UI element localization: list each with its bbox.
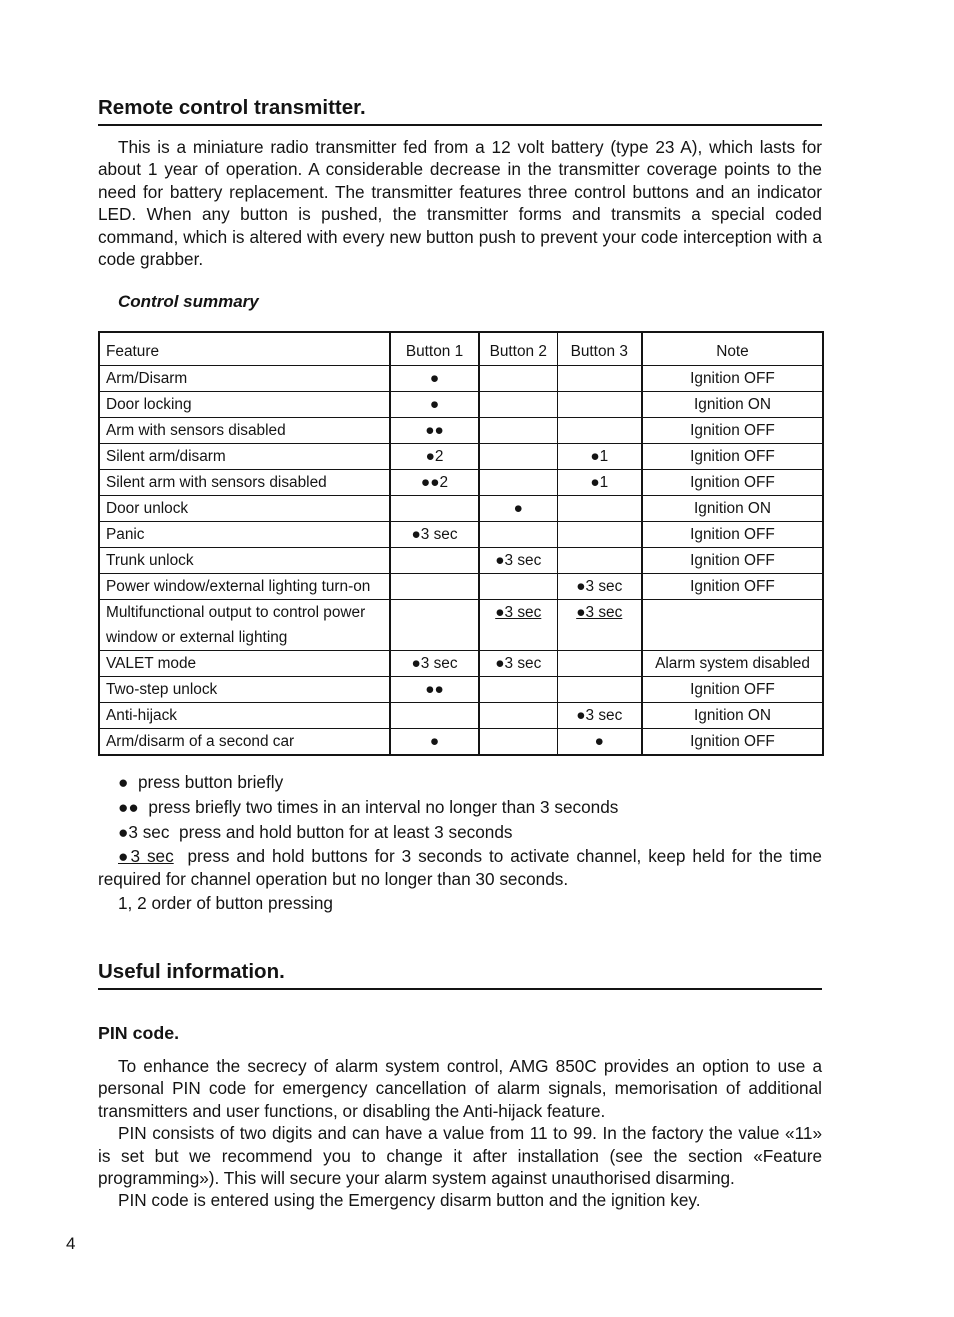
cell-note: Ignition ON <box>642 703 823 729</box>
intro-text <box>98 136 822 270</box>
cell-button-1: ●2 <box>390 444 479 470</box>
pin-code-text <box>98 1055 822 1212</box>
table-row <box>99 703 823 729</box>
cell-button-3: ●3 sec <box>557 574 642 600</box>
cell-note: Ignition OFF <box>642 574 823 600</box>
cell-button-2 <box>479 418 557 444</box>
cell-button-2 <box>479 703 557 729</box>
cell-button-1 <box>390 574 479 600</box>
cell-button-2 <box>479 677 557 703</box>
table-row <box>99 600 823 651</box>
header-note: Note <box>642 332 823 366</box>
legend-symbol: ●3 sec <box>118 822 170 842</box>
pin-paragraph-2: PIN consists of two digits and can have a value from 11 to 99. In the factory the value «11» is set but we recommend you to change it after installation (see the section «Feature programming»). This will secure your alarm system against unauthorised disarming. <box>98 1123 822 1189</box>
cell-feature: Door unlock <box>99 496 390 522</box>
cell-button-3: ●3 sec <box>557 600 642 651</box>
legend-symbol: ● <box>118 772 129 792</box>
cell-button-2 <box>479 522 557 548</box>
cell-button-3 <box>557 548 642 574</box>
cell-note: Ignition OFF <box>642 548 823 574</box>
pin-code-heading: PIN code. <box>98 1023 180 1043</box>
cell-button-2 <box>479 444 557 470</box>
cell-button-3 <box>557 651 642 677</box>
cell-button-3: ●1 <box>557 470 642 496</box>
cell-button-2 <box>479 574 557 600</box>
cell-feature: Arm/disarm of a second car <box>99 729 390 756</box>
cell-button-2 <box>479 729 557 756</box>
table-row <box>99 444 823 470</box>
cell-button-2 <box>479 392 557 418</box>
table-row <box>99 392 823 418</box>
header-feature: Feature <box>99 332 390 366</box>
cell-feature: Anti-hijack <box>99 703 390 729</box>
legend-item <box>98 845 822 891</box>
cell-note: Ignition OFF <box>642 470 823 496</box>
section-heading-remote-control: Remote control transmitter. <box>98 96 822 126</box>
cell-note: Ignition OFF <box>642 522 823 548</box>
cell-note: Ignition ON <box>642 496 823 522</box>
cell-button-1: ●●2 <box>390 470 479 496</box>
cell-button-2 <box>479 366 557 392</box>
cell-button-1: ●3 sec <box>390 522 479 548</box>
cell-button-3 <box>557 366 642 392</box>
cell-feature: Multifunctional output to control power window or external lighting <box>99 600 390 651</box>
cell-note: Ignition OFF <box>642 729 823 756</box>
cell-feature: Silent arm/disarm <box>99 444 390 470</box>
cell-button-1: ● <box>390 392 479 418</box>
cell-button-3 <box>557 677 642 703</box>
cell-note: Ignition OFF <box>642 444 823 470</box>
control-summary-label: Control summary <box>118 292 259 311</box>
cell-feature: Arm/Disarm <box>99 366 390 392</box>
table-row <box>99 729 823 756</box>
control-summary-table <box>98 331 824 756</box>
cell-button-1: ● <box>390 366 479 392</box>
legend-text: press button briefly <box>137 772 284 792</box>
cell-button-1: ●3 sec <box>390 651 479 677</box>
legend-text: press and hold buttons for 3 seconds to activate channel, keep held for the time required for channel operation but no longer than 30 seconds. <box>98 846 822 889</box>
cell-button-2: ●3 sec <box>479 651 557 677</box>
legend-text: press and hold button for at least 3 seconds <box>179 822 513 842</box>
legend-symbol: ●3 sec <box>118 846 174 866</box>
cell-button-1: ●● <box>390 418 479 444</box>
table-row <box>99 651 823 677</box>
cell-note <box>642 600 823 651</box>
cell-note: Alarm system disabled <box>642 651 823 677</box>
cell-feature: VALET mode <box>99 651 390 677</box>
cell-button-1 <box>390 496 479 522</box>
cell-feature: Power window/external lighting turn-on <box>99 574 390 600</box>
header-button-2: Button 2 <box>479 332 557 366</box>
legend-item <box>98 820 822 845</box>
cell-feature: Trunk unlock <box>99 548 390 574</box>
cell-button-1: ● <box>390 729 479 756</box>
legend-item <box>98 795 822 820</box>
header-button-3: Button 3 <box>557 332 642 366</box>
cell-button-1 <box>390 703 479 729</box>
table-row <box>99 548 823 574</box>
table-row <box>99 496 823 522</box>
header-button-1: Button 1 <box>390 332 479 366</box>
table-row <box>99 366 823 392</box>
legend-symbol: ●● <box>118 797 139 817</box>
cell-feature: Panic <box>99 522 390 548</box>
cell-button-1 <box>390 600 479 651</box>
cell-note: Ignition ON <box>642 392 823 418</box>
table-row <box>99 574 823 600</box>
cell-button-3: ●1 <box>557 444 642 470</box>
cell-feature: Silent arm with sensors disabled <box>99 470 390 496</box>
cell-button-3 <box>557 418 642 444</box>
legend-text: press briefly two times in an interval no longer than 3 seconds <box>148 797 619 817</box>
page-number: 4 <box>66 1234 76 1253</box>
cell-button-2 <box>479 470 557 496</box>
legend-item <box>98 770 822 795</box>
intro-paragraph: This is a miniature radio transmitter fed from a 12 volt battery (type 23 A), which lasts for about 1 year of operation. A considerable decrease in the transmitter coverage points to the need for battery replacement. The transmitter features three control buttons and an indicator LED. When any button is pushed, the transmitter forms and transmits a special coded command, which is altered with every new button push to prevent your code interception with a code grabber. <box>98 137 822 270</box>
table-row <box>99 677 823 703</box>
pin-paragraph-1: To enhance the secrecy of alarm system control, AMG 850C provides an option to use a personal PIN code for emergency cancellation of alarm signals, memorisation of additional transmitters and user functions, or disabling the Anti-hijack feature. <box>98 1056 822 1121</box>
cell-note: Ignition OFF <box>642 418 823 444</box>
legend-item: 1, 2 order of button pressing <box>118 893 333 913</box>
cell-button-2: ●3 sec <box>479 600 557 651</box>
cell-button-3: ● <box>557 729 642 756</box>
legend <box>98 770 822 916</box>
table-row <box>99 470 823 496</box>
cell-button-1: ●● <box>390 677 479 703</box>
table-row <box>99 522 823 548</box>
table-header-row <box>99 332 823 366</box>
cell-button-2: ●3 sec <box>479 548 557 574</box>
cell-button-3 <box>557 522 642 548</box>
cell-button-3 <box>557 496 642 522</box>
cell-note: Ignition OFF <box>642 366 823 392</box>
table-row <box>99 418 823 444</box>
cell-button-2: ● <box>479 496 557 522</box>
cell-note: Ignition OFF <box>642 677 823 703</box>
cell-button-1 <box>390 548 479 574</box>
cell-feature: Two-step unlock <box>99 677 390 703</box>
cell-feature: Door locking <box>99 392 390 418</box>
pin-paragraph-3: PIN code is entered using the Emergency disarm button and the ignition key. <box>118 1190 701 1211</box>
section-heading-useful-information: Useful information. <box>98 960 822 990</box>
cell-feature: Arm with sensors disabled <box>99 418 390 444</box>
cell-button-3 <box>557 392 642 418</box>
cell-button-3: ●3 sec <box>557 703 642 729</box>
